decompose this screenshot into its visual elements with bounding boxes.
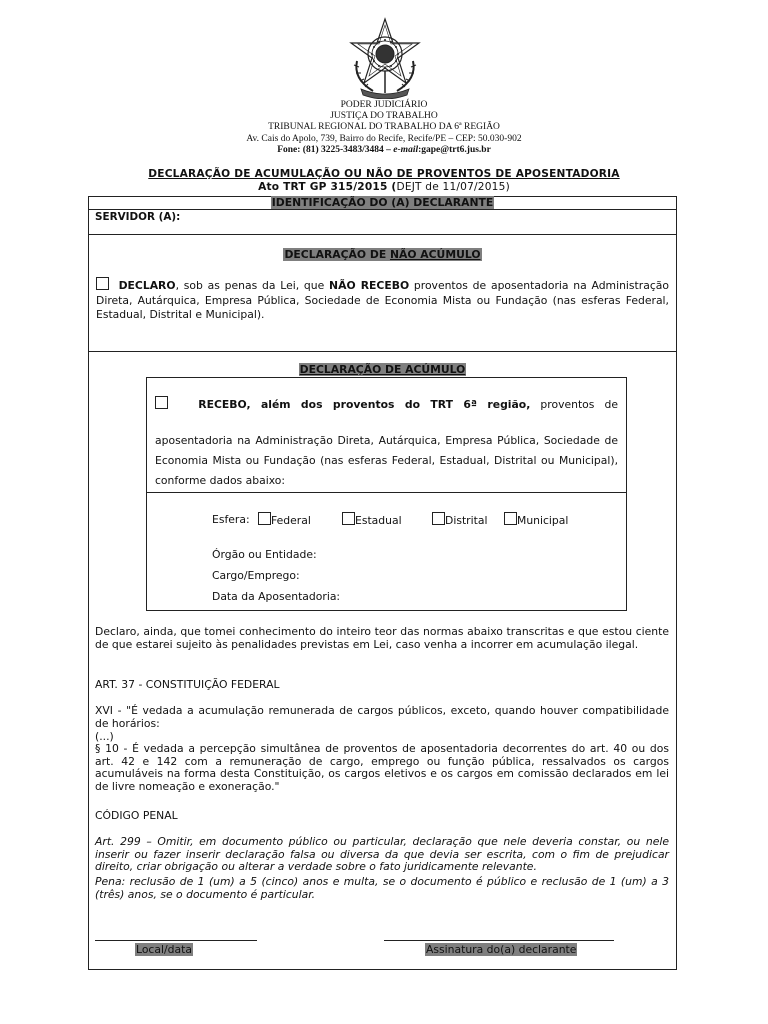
nao-acumulo-checkbox[interactable]	[96, 277, 109, 290]
recebo-rest: proventos de	[530, 398, 618, 411]
codigo-penal-heading: CÓDIGO PENAL	[95, 809, 178, 822]
esfera-row	[212, 513, 569, 527]
assinatura-label	[425, 943, 577, 956]
nao-acumulo-text-b: proventos de aposentadoria na Administração Direta, Autárquica, Empresa Pública, Sociedade de Economia Mista ou Fundação (nas esferas Federal, Estadual, Distrital e Municipal).	[96, 279, 669, 321]
paragrafo-10: § 10 - É vedada a percepção simultânea de proventos de aposentadoria decorrentes do art. 40 ou dos art. 42 e 142 com a remuneração de cargo, emprego ou função pública, ressalvados os cargos acumuláveis na forma desta Constituição, os cargos eletivos e os cargos em comissão declarados em lei de livre nomeação e exoneração."	[95, 742, 669, 793]
municipal-checkbox[interactable]	[504, 512, 517, 525]
esfera-municipal[interactable]	[504, 512, 568, 527]
esfera-federal[interactable]	[258, 512, 311, 527]
identification-heading-text: IDENTIFICAÇÃO DO (A) DECLARANTE	[271, 196, 494, 209]
assinatura-text: Assinatura do(a) declarante	[426, 943, 577, 956]
recebo-bold: RECEBO, além dos proventos do TRT 6ª região,	[198, 398, 531, 411]
distrital-checkbox[interactable]	[432, 512, 445, 525]
estadual-checkbox[interactable]	[342, 512, 355, 525]
form-subtitle	[0, 181, 768, 193]
local-data-label	[135, 943, 193, 956]
acumulo-heading-text: DECLARAÇÃO DE ACÚMULO	[299, 363, 466, 376]
servidor-field[interactable]	[178, 210, 668, 228]
recebo-line	[155, 396, 618, 411]
ellipsis: (...)	[95, 730, 114, 743]
distrital-label: Distrital	[445, 514, 488, 527]
nao-acumulo-heading-b: NÃO ACÚMULO	[389, 248, 481, 261]
inciso-xvi: XVI - "É vedada a acumulação remunerada de cargos públicos, exceto, quando houver compatibilidade de horários:	[95, 704, 669, 730]
org-line-justica: JUSTIÇA DO TRABALHO	[330, 111, 438, 121]
nao-acumulo-heading	[88, 248, 677, 261]
org-line-tribunal: TRIBUNAL REGIONAL DO TRABALHO DA 6ª REGIÃO	[268, 122, 500, 132]
nao-acumulo-text-a: , sob as penas da Lei, que	[175, 279, 330, 292]
declaro-bold: DECLARO	[118, 279, 176, 292]
form-subtitle-dejt: DEJT de 11/07/2015)	[396, 181, 510, 193]
local-data-text: Local/data	[136, 943, 192, 956]
divider-servidor	[88, 234, 677, 235]
esfera-estadual[interactable]	[342, 512, 402, 527]
cargo-label: Cargo/Emprego:	[212, 569, 300, 582]
municipal-label: Municipal	[517, 514, 569, 527]
org-address: Av. Cais do Apolo, 739, Bairro do Recife, Recife/PE – CEP: 50.030-902	[246, 134, 522, 144]
federal-label: Federal	[271, 514, 311, 527]
art-299: Art. 299 – Omitir, em documento público ou particular, declaração que nele deveria constar, ou nele inserir ou fazer inserir declaração falsa ou diversa da que devia ser escrita, com o fim de prejudicar direito, criar obrigação ou alterar a verdade sobre o fato juridicamente relevante.	[95, 835, 669, 873]
esfera-distrital[interactable]	[432, 512, 487, 527]
form-title	[0, 168, 768, 180]
form-subtitle-act: Ato TRT GP 315/2015 (	[258, 181, 397, 193]
federal-checkbox[interactable]	[258, 512, 271, 525]
org-contact	[0, 145, 768, 155]
estadual-label: Estadual	[355, 514, 402, 527]
contact-phone: Fone: (81) 3225-3483/3484 –	[277, 145, 391, 155]
org-line-poder: PODER JUDICIÁRIO	[340, 100, 428, 110]
identification-heading	[88, 196, 677, 210]
form-title-text: DECLARAÇÃO DE ACUMULAÇÃO OU NÃO DE PROVENTOS DE APOSENTADORIA	[148, 168, 620, 180]
acumulo-checkbox[interactable]	[155, 396, 168, 409]
declaro-ainda: Declaro, ainda, que tomei conhecimento do inteiro teor das normas abaixo transcritas e que estou ciente de que estarei sujeito às penalidades previstas em Lei, caso venha a incorrer em acumulação ilegal.	[95, 625, 669, 651]
assinatura-line	[384, 940, 614, 941]
contact-email-label: e-mail	[393, 145, 419, 155]
nao-recebo-bold: NÃO RECEBO	[329, 279, 410, 292]
pena: Pena: reclusão de 1 (um) a 5 (cinco) anos e multa, se o documento é público e reclusão de 1 (um) a 3 (três) anos, se o documento é particular.	[95, 875, 669, 901]
esfera-label: Esfera:	[212, 513, 250, 526]
coat-of-arms-emblem	[343, 17, 427, 99]
data-aposentadoria-label: Data da Aposentadoria:	[212, 590, 341, 603]
nao-acumulo-heading-a: DECLARAÇÃO DE	[284, 248, 390, 261]
acumulo-heading	[88, 363, 677, 376]
servidor-label: SERVIDOR (A):	[95, 211, 181, 223]
divider-nao-acumulo	[88, 351, 677, 352]
orgao-label: Órgão ou Entidade:	[212, 548, 317, 561]
acumulo-body: aposentadoria na Administração Direta, Autárquica, Empresa Pública, Sociedade de Economia Mista ou Fundação (nas esferas Federal, Estadual, Distrital ou Municipal), conforme dados abaixo:	[155, 434, 618, 487]
contact-email: :gape@trt6.jus.br	[418, 145, 491, 155]
nao-acumulo-paragraph	[96, 277, 669, 323]
local-data-line	[95, 940, 257, 941]
art37-heading: ART. 37 - CONSTITUIÇÃO FEDERAL	[95, 678, 280, 691]
